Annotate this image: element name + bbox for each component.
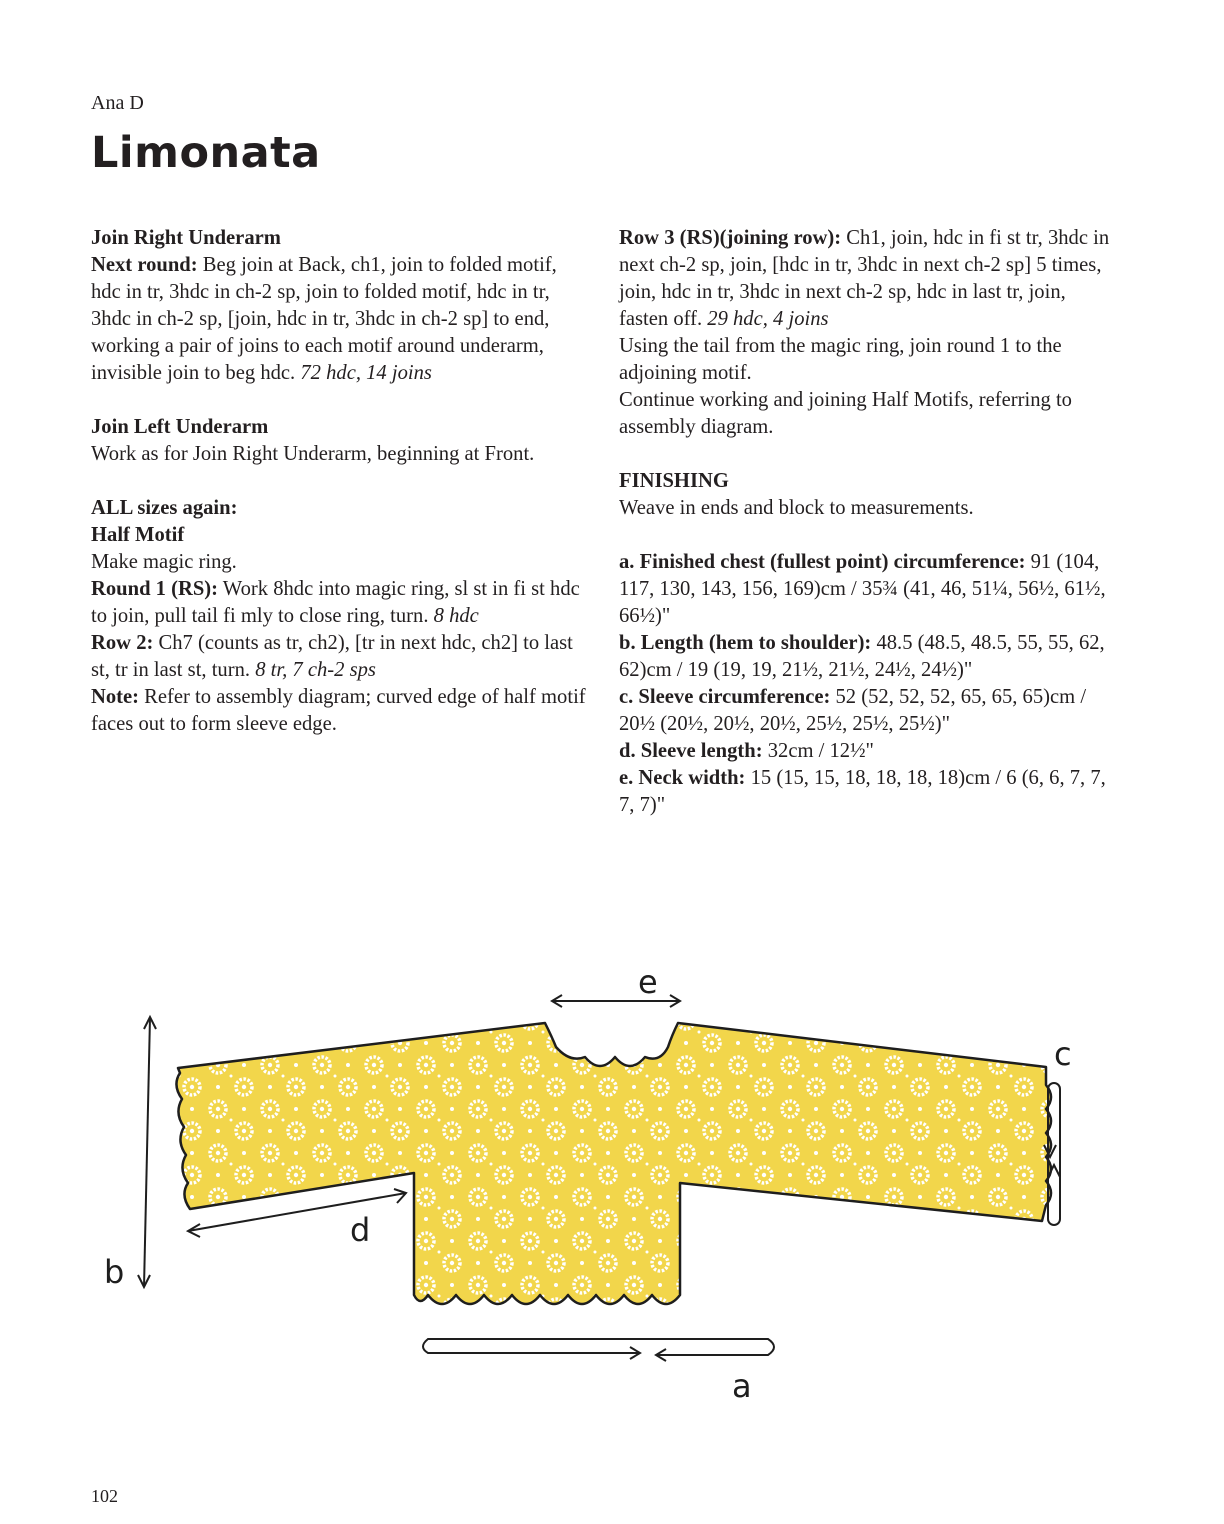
half-motif-heading: Half Motif bbox=[91, 524, 185, 546]
note-text: Note: Refer to assembly diagram; curved edge of half motif faces out to form sleeve edge. bbox=[91, 686, 586, 735]
assembly-diagram bbox=[100, 965, 1100, 1415]
join-left-instructions: Work as for Join Right Underarm, beginning at Front. bbox=[91, 443, 535, 465]
measure-a-label: a bbox=[732, 1367, 752, 1405]
page-title: Limonata bbox=[91, 128, 321, 178]
row-2-instructions: Row 2: Ch7 (counts as tr, ch2), [tr in next hdc, ch2] to last st, tr in last st, turn. 8 tr, 7 ch-2 sps bbox=[91, 632, 573, 681]
left-column bbox=[91, 225, 591, 738]
round-1-instructions: Round 1 (RS): Work 8hdc into magic ring, sl st in fi st hdc to join, pull tail fi mly to close ring, turn. 8 hdc bbox=[91, 578, 580, 627]
sweater-body bbox=[176, 1023, 1051, 1304]
magic-ring-text: Make magic ring. bbox=[91, 551, 237, 573]
measure-a-arrow bbox=[423, 1339, 774, 1361]
join-right-instructions: Next round: Beg join at Back, ch1, join to folded motif, hdc in tr, 3hdc in ch-2 sp, join to folded motif, hdc in tr, 3hdc in ch-2 sp, [join, hdc in tr, 3hdc in ch-2 sp] to end, working a pair of joins to each motif around underarm, invisible join to beg hdc. 72 hdc, 14 joins bbox=[91, 254, 557, 384]
continue-text: Continue working and joining Half Motifs, referring to assembly diagram. bbox=[619, 389, 1072, 438]
measurement-c: c. Sleeve circumference: 52 (52, 52, 52, 65, 65, 65)cm / 20½ (20½, 20½, 20½, 25½, 25½, 25½)" bbox=[619, 686, 1087, 735]
measurement-e: e. Neck width: 15 (15, 15, 18, 18, 18, 18)cm / 6 (6, 6, 7, 7, 7, 7)" bbox=[619, 767, 1106, 816]
measurement-a: a. Finished chest (fullest point) circumference: 91 (104, 117, 130, 143, 156, 169)cm / 35¾ (41, 46, 51¼, 56½, 61½, 66½)" bbox=[619, 551, 1106, 627]
all-sizes-heading: ALL sizes again: bbox=[91, 497, 238, 519]
measure-c-label: c bbox=[1054, 1035, 1072, 1073]
measure-e-arrow bbox=[552, 995, 680, 1007]
page-number: 102 bbox=[91, 1486, 118, 1506]
measurement-d: d. Sleeve length: 32cm / 12½" bbox=[619, 740, 874, 762]
finishing-heading: FINISHING bbox=[619, 470, 729, 492]
author-name: Ana D bbox=[91, 92, 144, 114]
join-right-heading: Join Right Underarm bbox=[91, 227, 281, 249]
measure-e-label: e bbox=[638, 965, 658, 1001]
finishing-text: Weave in ends and block to measurements. bbox=[619, 497, 974, 519]
row-3-instructions: Row 3 (RS)(joining row): Ch1, join, hdc in fi st tr, 3hdc in next ch-2 sp, join, [hdc in tr, 3hdc in next ch-2 sp] 5 times, join, hdc in tr, 3hdc in next ch-2 sp, hdc in last tr, join, fasten off. 29 hdc, 4 joins bbox=[619, 227, 1110, 330]
tail-join-text: Using the tail from the magic ring, join round 1 to the adjoining motif. bbox=[619, 335, 1062, 384]
measure-b-arrow bbox=[138, 1017, 156, 1287]
measure-b-label: b bbox=[104, 1253, 125, 1291]
join-left-heading: Join Left Underarm bbox=[91, 416, 269, 438]
right-column bbox=[619, 225, 1119, 819]
measurement-b: b. Length (hem to shoulder): 48.5 (48.5, 48.5, 55, 55, 62, 62)cm / 19 (19, 19, 21½, 21½, 24½, 24½)" bbox=[619, 632, 1105, 681]
measure-d-label: d bbox=[350, 1211, 371, 1249]
